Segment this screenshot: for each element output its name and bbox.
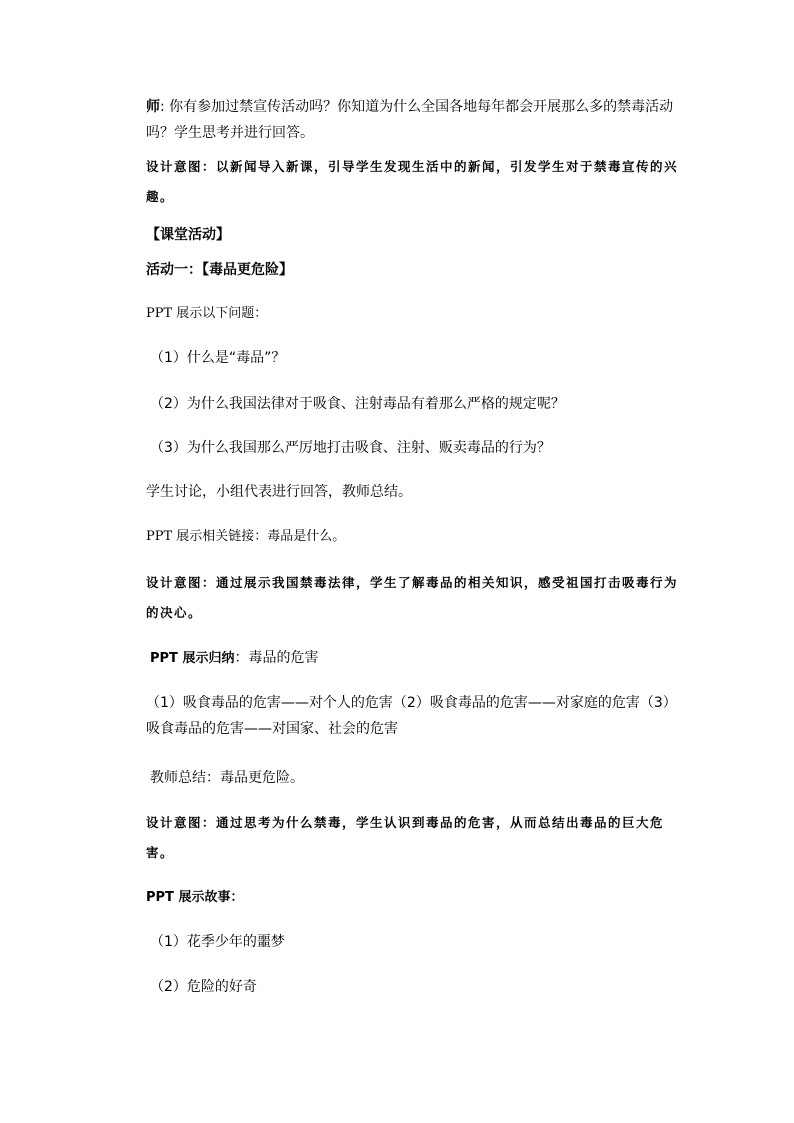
ppt-summary-text: ：毒品的危害	[234, 650, 319, 666]
design-intent-2: 设计意图：通过展示我国禁毒法律，学生了解毒品的相关知识，感受祖国打击吸毒行为的决心。	[146, 575, 679, 620]
design-intent-1: 设计意图：以新闻导入新课，引导学生发现生活中的新闻，引发学生对于禁毒宣传的兴趣。	[146, 159, 679, 204]
teacher-label: 师	[146, 99, 160, 115]
section-heading: 【课堂活动】	[146, 227, 230, 243]
design-intent-3: 设计意图：通过思考为什么禁毒，学生认识到毒品的危害，从而总结出毒品的巨大危害。	[146, 815, 665, 860]
ppt-story-intro: PPT 展示故事：	[146, 890, 244, 905]
question-3: （3）为什么我国那么严厉地打击吸食、注射、贩卖毒品的行为？	[150, 440, 551, 456]
question-1: （1）什么是“毒品”？	[150, 350, 286, 366]
activity-one-title: 活动一：【毒品更危险】	[146, 262, 293, 278]
story-2: （2）危险的好奇	[150, 979, 257, 995]
teacher-summary: 教师总结：毒品更危险。	[150, 770, 304, 786]
teacher-question-paragraph	[146, 94, 676, 146]
ppt-questions-intro: PPT 展示以下问题：	[146, 306, 268, 321]
harms-paragraph: （1）吸食毒品的危害——对个人的危害（2）吸食毒品的危害——对家庭的危害（3）吸食毒品的危害——对国家、社会的危害	[146, 695, 670, 737]
story-1: （1）花季少年的噩梦	[150, 934, 285, 950]
ppt-summary-label: PPT 展示归纳	[150, 651, 235, 666]
discussion-text: 学生讨论，小组代表进行回答，教师总结。	[146, 484, 412, 500]
teacher-question-text: : 你有参加过禁宣传活动吗？你知道为什么全国各地每年都会开展那么多的禁毒活动吗？学生思考并进行回答。	[146, 99, 674, 141]
question-2: （2）为什么我国法律对于吸食、注射毒品有着那么严格的规定呢？	[150, 396, 565, 412]
ppt-summary	[150, 646, 318, 671]
ppt-link-text: PPT 展示相关链接：毒品是什么。	[146, 529, 346, 544]
